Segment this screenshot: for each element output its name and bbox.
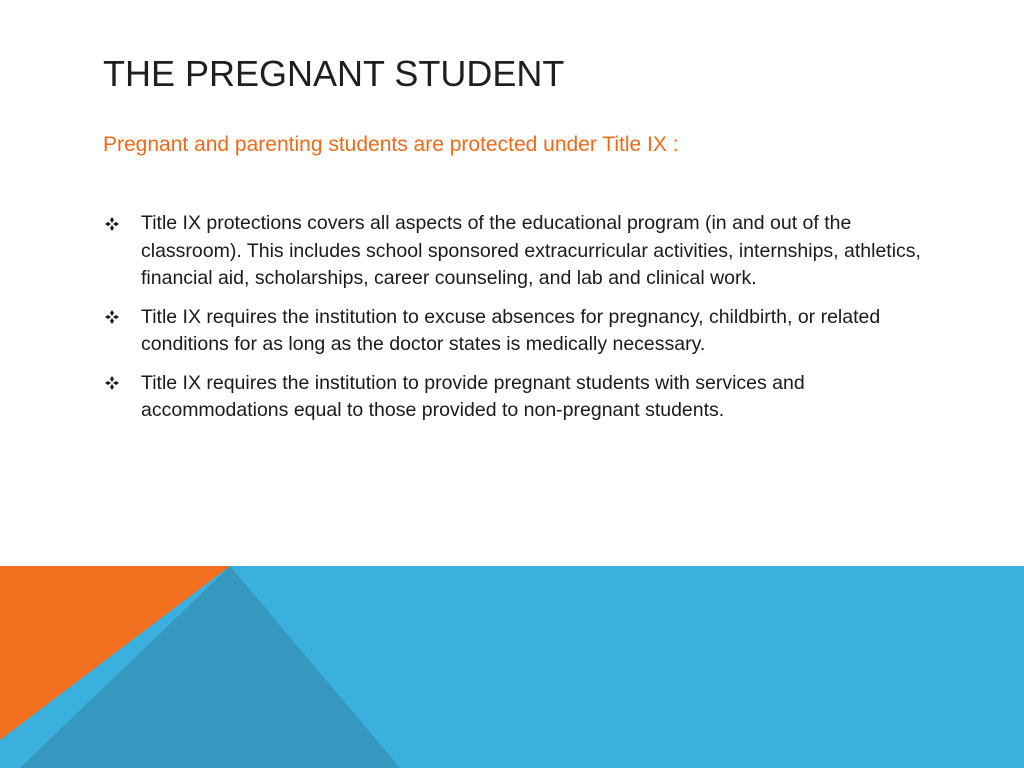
bullet-text: Title IX protections covers all aspects of the educational program (in and out of the classroom). This includes school sponsored extracurricular activities, internships, athletics, financial aid, scholarships, career counseling, and lab and clinical work. bbox=[141, 212, 921, 289]
bullet-text: Title IX requires the institution to excuse absences for pregnancy, childbirth, or related conditions for as long as the doctor states is medically necessary. bbox=[141, 305, 881, 355]
slide-title: THE PREGNANT STUDENT bbox=[103, 53, 565, 94]
bullet-text: Title IX requires the institution to provide pregnant students with services and accommodations equal to those provided to non-pregnant students. bbox=[141, 371, 805, 421]
slide-subtitle: Pregnant and parenting students are protected under Title IX : bbox=[103, 133, 679, 156]
